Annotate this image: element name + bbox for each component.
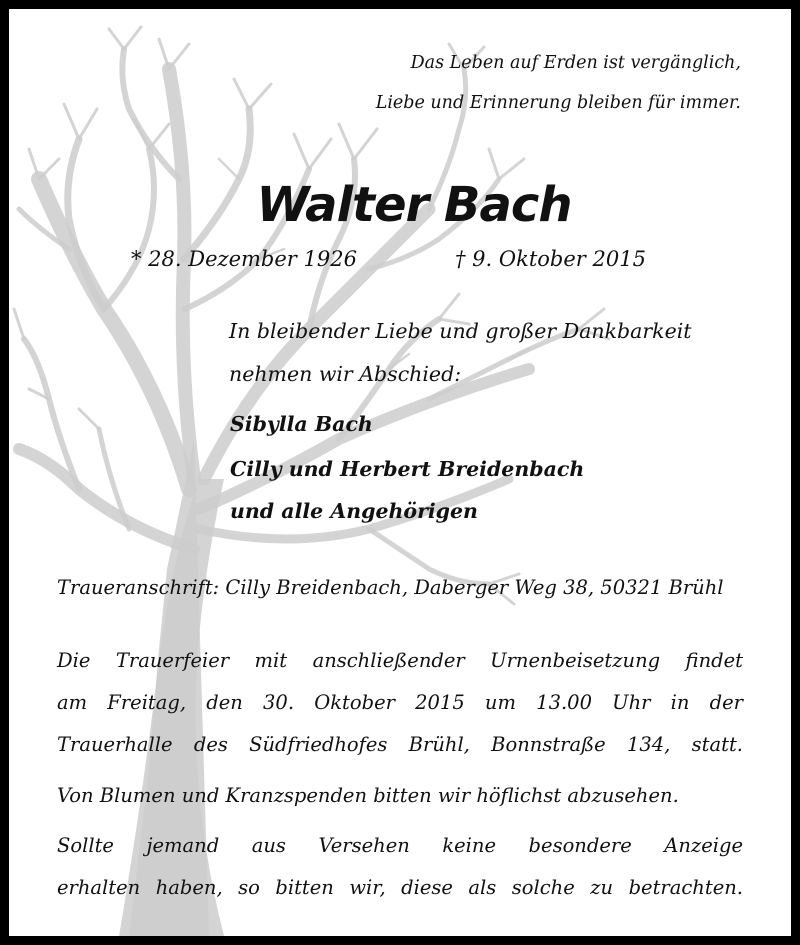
notice-line-1: Sollte jemand aus Versehen keine besondere Anzeige [57,834,743,857]
deceased-name: Walter Bach [256,177,572,233]
ceremony-line-1: Die Trauerfeier mit anschließender Urnenbeisetzung findet [57,649,743,672]
mourner-name: und alle Angehörigen [230,499,478,523]
flowers-note [57,775,743,817]
death-date: † 9. Oktober 2015 [455,247,646,271]
ceremony-line-2: am Freitag, den 30. Oktober 2015 um 13.00 Uhr in der [57,691,743,714]
farewell-intro-line-1: In bleibender Liebe und großer Dankbarkeit [229,319,692,343]
farewell-intro-line-2: nehmen wir Abschied: [229,362,462,386]
notice-line-2: erhalten haben, so bitten wir, diese als solche zu betrachten. [57,876,743,899]
notice-statement [57,825,743,909]
ceremony-line-3: Trauerhalle des Südfriedhofes Brühl, Bonnstraße 134, statt. [57,733,743,756]
motto-line-1: Das Leben auf Erden ist vergänglich, [410,53,741,73]
condolence-address: Traueranschrift: Cilly Breidenbach, Daberger Weg 38, 50321 Brühl [57,576,724,599]
motto-line-2: Liebe und Erinnerung bleiben für immer. [375,93,741,113]
birth-date: * 28. Dezember 1926 [131,247,357,271]
ceremony-details [57,640,743,766]
mourner-name: Cilly und Herbert Breidenbach [230,457,585,481]
flowers-note-text: Von Blumen und Kranzspenden bitten wir höflichst abzusehen. [57,784,679,807]
mourner-name: Sibylla Bach [230,412,373,436]
